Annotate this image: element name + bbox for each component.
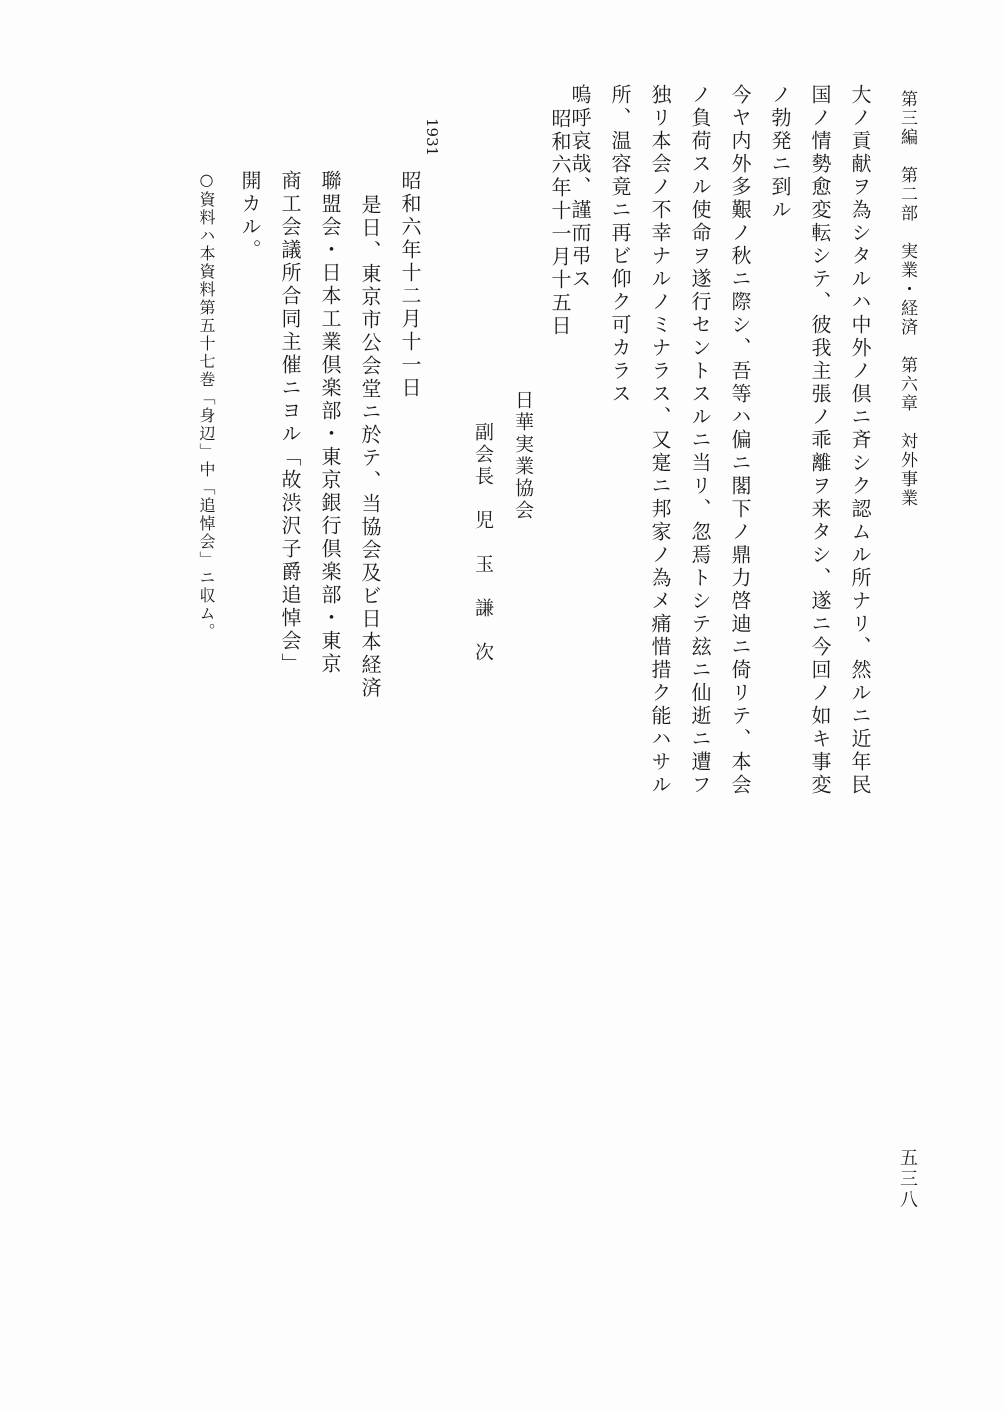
- letter-line-1: 大ノ貢献ヲ為シタルハ中外ノ倶ニ斉シク認ムル所ナリ、然ルニ近年民: [848, 84, 872, 797]
- letter-line-2: 国ノ情勢愈変転シテ、彼我主張ノ乖離ヲ来タシ、遂ニ今回ノ如キ事変: [808, 84, 832, 797]
- entry-date: 昭和六年十二月十一日: [398, 170, 422, 400]
- letter-line-5: ノ負荷スル使命ヲ遂行セントスルニ当リ、忽焉トシテ玆ニ仙逝ニ遭フ: [688, 84, 712, 797]
- entry-number: 1931: [423, 118, 441, 157]
- entry-line-3: 商工会議所合同主催ニヨル「故渋沢子爵追悼会」: [278, 170, 302, 676]
- letter-line-3: ノ勃発ニ到ル: [768, 84, 792, 222]
- running-header: 第三編 第二部 実業・経済 第六章 対外事業: [897, 90, 917, 508]
- page-number: 五三八: [897, 1148, 918, 1211]
- letter-line-6: 独リ本会ノ不幸ナルノミナラス、又寔ニ邦家ノ為メ痛惜措ク能ハサル: [648, 84, 672, 797]
- letter-line-4: 今ヤ内外多艱ノ秋ニ際シ、吾等ハ偏ニ閣下ノ鼎力啓迪ニ倚リテ、本会: [728, 84, 752, 797]
- letter-line-8: 嗚呼哀哉、謹而弔ス: [568, 84, 592, 291]
- signer-name: 副会長 児 玉 謙 次: [472, 422, 494, 664]
- entry-line-2: 聯盟会・日本工業倶楽部・東京銀行倶楽部・東京: [318, 170, 342, 676]
- entry-line-1: 是日、東京市公会堂ニ於テ、当協会及ビ日本経済: [358, 194, 382, 700]
- organization-name: 日華実業協会: [512, 390, 534, 522]
- entry-line-4: 開カル。: [238, 170, 262, 262]
- letter-line-7: 所、温容竟ニ再ビ仰ク可カラス: [608, 84, 632, 406]
- letter-date: 昭和六年十一月十五日: [548, 108, 572, 338]
- source-note: ○資料ハ本資料第五十七巻「身辺」中「追悼会」ニ収ム。: [197, 170, 216, 641]
